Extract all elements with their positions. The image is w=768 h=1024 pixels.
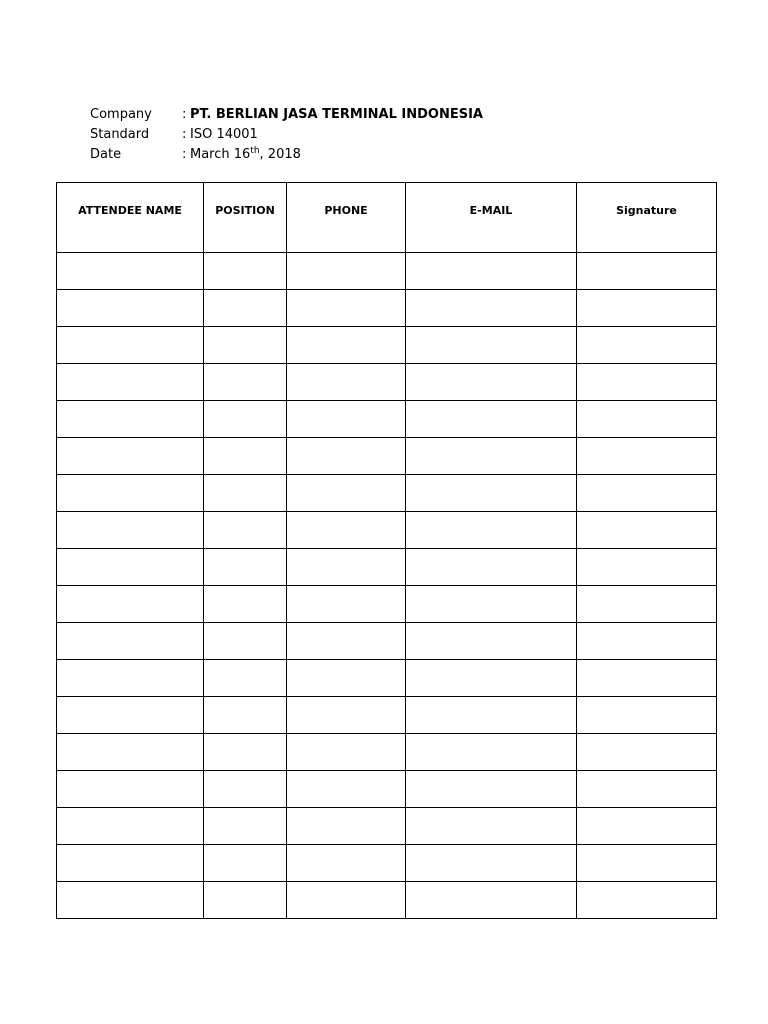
position-cell[interactable] (204, 253, 287, 290)
column-header-phone: PHONE (287, 183, 406, 253)
phone-cell[interactable] (287, 512, 406, 549)
table-row (57, 808, 717, 845)
position-cell[interactable] (204, 327, 287, 364)
table-row (57, 401, 717, 438)
email-cell[interactable] (406, 253, 577, 290)
company-row (90, 105, 483, 125)
signature-cell[interactable] (577, 586, 717, 623)
email-cell[interactable] (406, 290, 577, 327)
phone-cell[interactable] (287, 808, 406, 845)
email-cell[interactable] (406, 845, 577, 882)
table-row (57, 512, 717, 549)
column-header-attendee-name: ATTENDEE NAME (57, 183, 204, 253)
phone-cell[interactable] (287, 660, 406, 697)
date-separator: : (182, 147, 187, 162)
email-cell[interactable] (406, 549, 577, 586)
attendee-name-cell[interactable] (57, 253, 204, 290)
phone-cell[interactable] (287, 623, 406, 660)
position-cell[interactable] (204, 697, 287, 734)
attendee-name-cell[interactable] (57, 364, 204, 401)
email-cell[interactable] (406, 808, 577, 845)
phone-cell[interactable] (287, 253, 406, 290)
signature-cell[interactable] (577, 253, 717, 290)
table-row (57, 697, 717, 734)
date-year: , 2018 (259, 147, 301, 162)
table-row (57, 327, 717, 364)
phone-cell[interactable] (287, 475, 406, 512)
table-body (57, 253, 717, 919)
signature-cell[interactable] (577, 697, 717, 734)
signature-cell[interactable] (577, 401, 717, 438)
date-ordinal-suffix: th (250, 146, 260, 156)
email-cell[interactable] (406, 475, 577, 512)
phone-cell[interactable] (287, 327, 406, 364)
signature-cell[interactable] (577, 475, 717, 512)
standard-label: Standard (90, 127, 150, 142)
table-row (57, 364, 717, 401)
date-row (90, 145, 483, 165)
attendee-name-cell[interactable] (57, 623, 204, 660)
date-value (190, 145, 301, 165)
email-cell[interactable] (406, 697, 577, 734)
signature-cell[interactable] (577, 623, 717, 660)
email-cell[interactable] (406, 882, 577, 919)
attendee-name-cell[interactable] (57, 549, 204, 586)
date-month-day: March 16 (190, 147, 251, 162)
table-row (57, 771, 717, 808)
phone-cell[interactable] (287, 845, 406, 882)
standard-separator: : (182, 127, 187, 142)
company-value: PT. BERLIAN JASA TERMINAL INDONESIA (190, 107, 483, 122)
table-row (57, 438, 717, 475)
position-cell[interactable] (204, 475, 287, 512)
attendee-name-cell[interactable] (57, 290, 204, 327)
table-row (57, 475, 717, 512)
phone-cell[interactable] (287, 290, 406, 327)
position-cell[interactable] (204, 364, 287, 401)
table-row (57, 253, 717, 290)
column-header-signature: Signature (577, 183, 717, 253)
table-row (57, 734, 717, 771)
position-cell[interactable] (204, 401, 287, 438)
phone-cell[interactable] (287, 438, 406, 475)
phone-cell[interactable] (287, 882, 406, 919)
signature-cell[interactable] (577, 808, 717, 845)
position-cell[interactable] (204, 734, 287, 771)
phone-cell[interactable] (287, 697, 406, 734)
position-cell[interactable] (204, 882, 287, 919)
standard-value: ISO 14001 (190, 127, 258, 142)
attendee-name-cell[interactable] (57, 586, 204, 623)
phone-cell[interactable] (287, 734, 406, 771)
signature-cell[interactable] (577, 327, 717, 364)
position-cell[interactable] (204, 845, 287, 882)
signature-cell[interactable] (577, 549, 717, 586)
date-label: Date (90, 147, 122, 162)
table-row (57, 623, 717, 660)
phone-cell[interactable] (287, 586, 406, 623)
column-header-position: POSITION (204, 183, 287, 253)
document-header (90, 105, 483, 165)
company-separator: : (182, 107, 187, 122)
table-row (57, 845, 717, 882)
email-cell[interactable] (406, 512, 577, 549)
signature-cell[interactable] (577, 845, 717, 882)
phone-cell[interactable] (287, 401, 406, 438)
table-row (57, 586, 717, 623)
attendee-name-cell[interactable] (57, 327, 204, 364)
attendee-name-cell[interactable] (57, 734, 204, 771)
signature-cell[interactable] (577, 290, 717, 327)
attendee-name-cell[interactable] (57, 882, 204, 919)
attendee-name-cell[interactable] (57, 438, 204, 475)
company-label: Company (90, 107, 152, 122)
attendee-name-cell[interactable] (57, 512, 204, 549)
attendee-name-cell[interactable] (57, 845, 204, 882)
attendee-name-cell[interactable] (57, 697, 204, 734)
column-header-email: E-MAIL (406, 183, 577, 253)
table-row (57, 290, 717, 327)
phone-cell[interactable] (287, 549, 406, 586)
email-cell[interactable] (406, 586, 577, 623)
position-cell[interactable] (204, 290, 287, 327)
signature-cell[interactable] (577, 882, 717, 919)
signature-cell[interactable] (577, 734, 717, 771)
attendee-name-cell[interactable] (57, 808, 204, 845)
signature-cell[interactable] (577, 771, 717, 808)
signature-cell[interactable] (577, 438, 717, 475)
attendee-name-cell[interactable] (57, 771, 204, 808)
phone-cell[interactable] (287, 771, 406, 808)
email-cell[interactable] (406, 660, 577, 697)
position-cell[interactable] (204, 771, 287, 808)
email-cell[interactable] (406, 327, 577, 364)
email-cell[interactable] (406, 623, 577, 660)
signature-cell[interactable] (577, 660, 717, 697)
attendee-name-cell[interactable] (57, 660, 204, 697)
table-header-row (57, 183, 717, 253)
position-cell[interactable] (204, 623, 287, 660)
attendee-name-cell[interactable] (57, 475, 204, 512)
email-cell[interactable] (406, 401, 577, 438)
table-row (57, 549, 717, 586)
table-row (57, 882, 717, 919)
position-cell[interactable] (204, 549, 287, 586)
position-cell[interactable] (204, 660, 287, 697)
signature-cell[interactable] (577, 512, 717, 549)
position-cell[interactable] (204, 586, 287, 623)
email-cell[interactable] (406, 438, 577, 475)
position-cell[interactable] (204, 438, 287, 475)
signature-cell[interactable] (577, 364, 717, 401)
email-cell[interactable] (406, 364, 577, 401)
attendee-name-cell[interactable] (57, 401, 204, 438)
position-cell[interactable] (204, 512, 287, 549)
email-cell[interactable] (406, 734, 577, 771)
email-cell[interactable] (406, 771, 577, 808)
table-row (57, 660, 717, 697)
phone-cell[interactable] (287, 364, 406, 401)
attendance-table (56, 182, 717, 919)
position-cell[interactable] (204, 808, 287, 845)
standard-row (90, 125, 483, 145)
